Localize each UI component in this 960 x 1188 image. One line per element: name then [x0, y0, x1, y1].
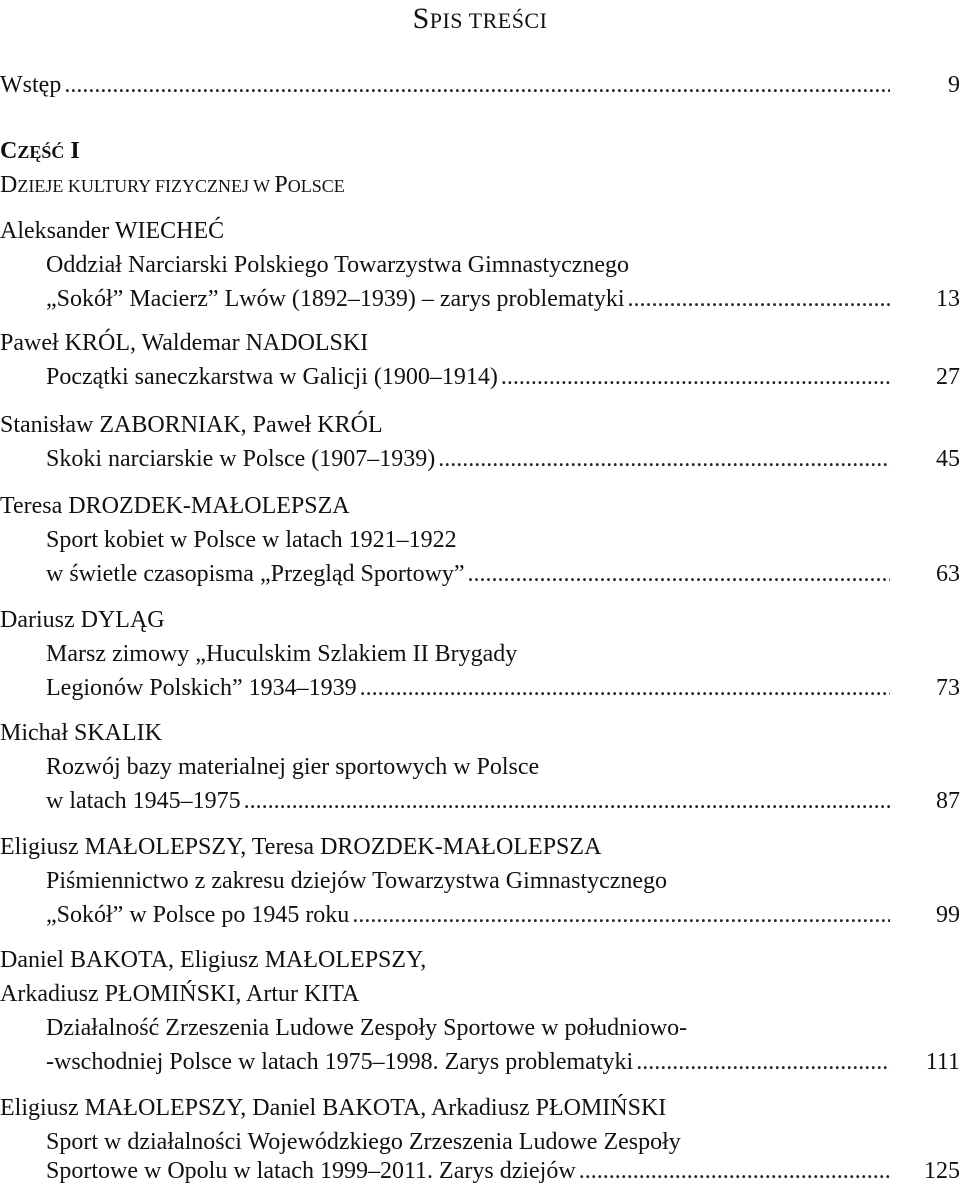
leader-dots [468, 557, 890, 591]
entry-authors: Teresa DROZDEK-MAŁOLEPSZA [0, 493, 350, 519]
entry-title-line: w latach 1945–1975 [46, 788, 241, 814]
leader-dots [352, 898, 890, 932]
entry-title: Wstęp [0, 72, 62, 98]
entry-authors: Arkadiusz PŁOMIŃSKI, Artur KITA [0, 981, 360, 1007]
page-number: 87 [936, 788, 960, 814]
toc-entry[interactable] [46, 1045, 960, 1079]
entry-authors: Daniel BAKOTA, Eligiusz MAŁOLEPSZY, [0, 947, 427, 973]
entry-title-line: Początki saneczkarstwa w Galicji (1900–1914) [46, 364, 498, 390]
part-subtitle: DZIEJE KULTURY FIZYCZNEJ W POLSCE [0, 172, 345, 198]
leader-dots [579, 1154, 890, 1188]
entry-title-line: Piśmiennictwo z zakresu dziejów Towarzystwa Gimnastycznego [46, 868, 668, 894]
entry-title-line: Skoki narciarskie w Polsce (1907–1939) [46, 446, 436, 472]
toc-entry[interactable] [46, 671, 960, 705]
toc-entry[interactable] [46, 784, 960, 818]
entry-title-line: „Sokół” w Polsce po 1945 roku [46, 902, 350, 928]
leader-dots [628, 282, 891, 316]
entry-title-line: w świetle czasopisma „Przegląd Sportowy” [46, 561, 465, 587]
toc-entry[interactable] [46, 360, 960, 394]
entry-authors: Aleksander WIECHEĆ [0, 218, 225, 244]
page-number: 9 [948, 72, 960, 98]
entry-authors: Paweł KRÓL, Waldemar NADOLSKI [0, 330, 369, 356]
entry-title-line: Marsz zimowy „Huculskim Szlakiem II Brygady [46, 641, 518, 667]
toc-entry[interactable] [46, 442, 960, 476]
entry-authors: Stanisław ZABORNIAK, Paweł KRÓL [0, 412, 383, 438]
page-number: 99 [936, 902, 960, 928]
entry-authors: Eligiusz MAŁOLEPSZY, Teresa DROZDEK-MAŁOLEPSZA [0, 834, 602, 860]
page-number: 73 [936, 675, 960, 701]
entry-title-line: Oddział Narciarski Polskiego Towarzystwa Gimnastycznego [46, 252, 630, 278]
page-number: 63 [936, 561, 960, 587]
page-number: 27 [936, 364, 960, 390]
toc-entry[interactable] [46, 1154, 960, 1188]
entry-title-line: -wschodniej Polsce w latach 1975–1998. Zarys problematyki [46, 1049, 634, 1075]
toc-entry[interactable] [46, 282, 960, 316]
page-number: 13 [936, 286, 960, 312]
entry-title-line: Sport w działalności Wojewódzkiego Zrzeszenia Ludowe Zespoły [46, 1129, 681, 1155]
leader-dots [501, 360, 890, 394]
leader-dots [438, 442, 890, 476]
entry-title-line: Rozwój bazy materialnej gier sportowych w Polsce [46, 754, 540, 780]
page-number: 45 [936, 446, 960, 472]
entry-authors: Dariusz DYLĄG [0, 607, 165, 633]
entry-title-line: Legionów Polskich” 1934–1939 [46, 675, 357, 701]
leader-dots [64, 68, 890, 102]
toc-entry[interactable] [46, 557, 960, 591]
leader-dots [636, 1045, 890, 1079]
leader-dots [244, 784, 890, 818]
toc-entry-intro[interactable] [0, 68, 960, 102]
entry-authors: Michał SKALIK [0, 720, 162, 746]
toc-entry[interactable] [46, 898, 960, 932]
part-heading: CZĘŚĆ I [0, 138, 80, 164]
entry-title-line: Sport kobiet w Polsce w latach 1921–1922 [46, 527, 457, 553]
page-title: SPIS TREŚCI [412, 2, 548, 35]
entry-title-line: „Sokół” Macierz” Lwów (1892–1939) – zarys problematyki [46, 286, 625, 312]
page-number: 125 [924, 1158, 960, 1184]
entry-title-line: Działalność Zrzeszenia Ludowe Zespoły Sportowe w południowo- [46, 1015, 688, 1041]
leader-dots [360, 671, 890, 705]
page-number: 111 [925, 1049, 960, 1075]
entry-authors: Eligiusz MAŁOLEPSZY, Daniel BAKOTA, Arkadiusz PŁOMIŃSKI [0, 1095, 667, 1121]
entry-title-line: Sportowe w Opolu w latach 1999–2011. Zarys dziejów [46, 1158, 576, 1184]
